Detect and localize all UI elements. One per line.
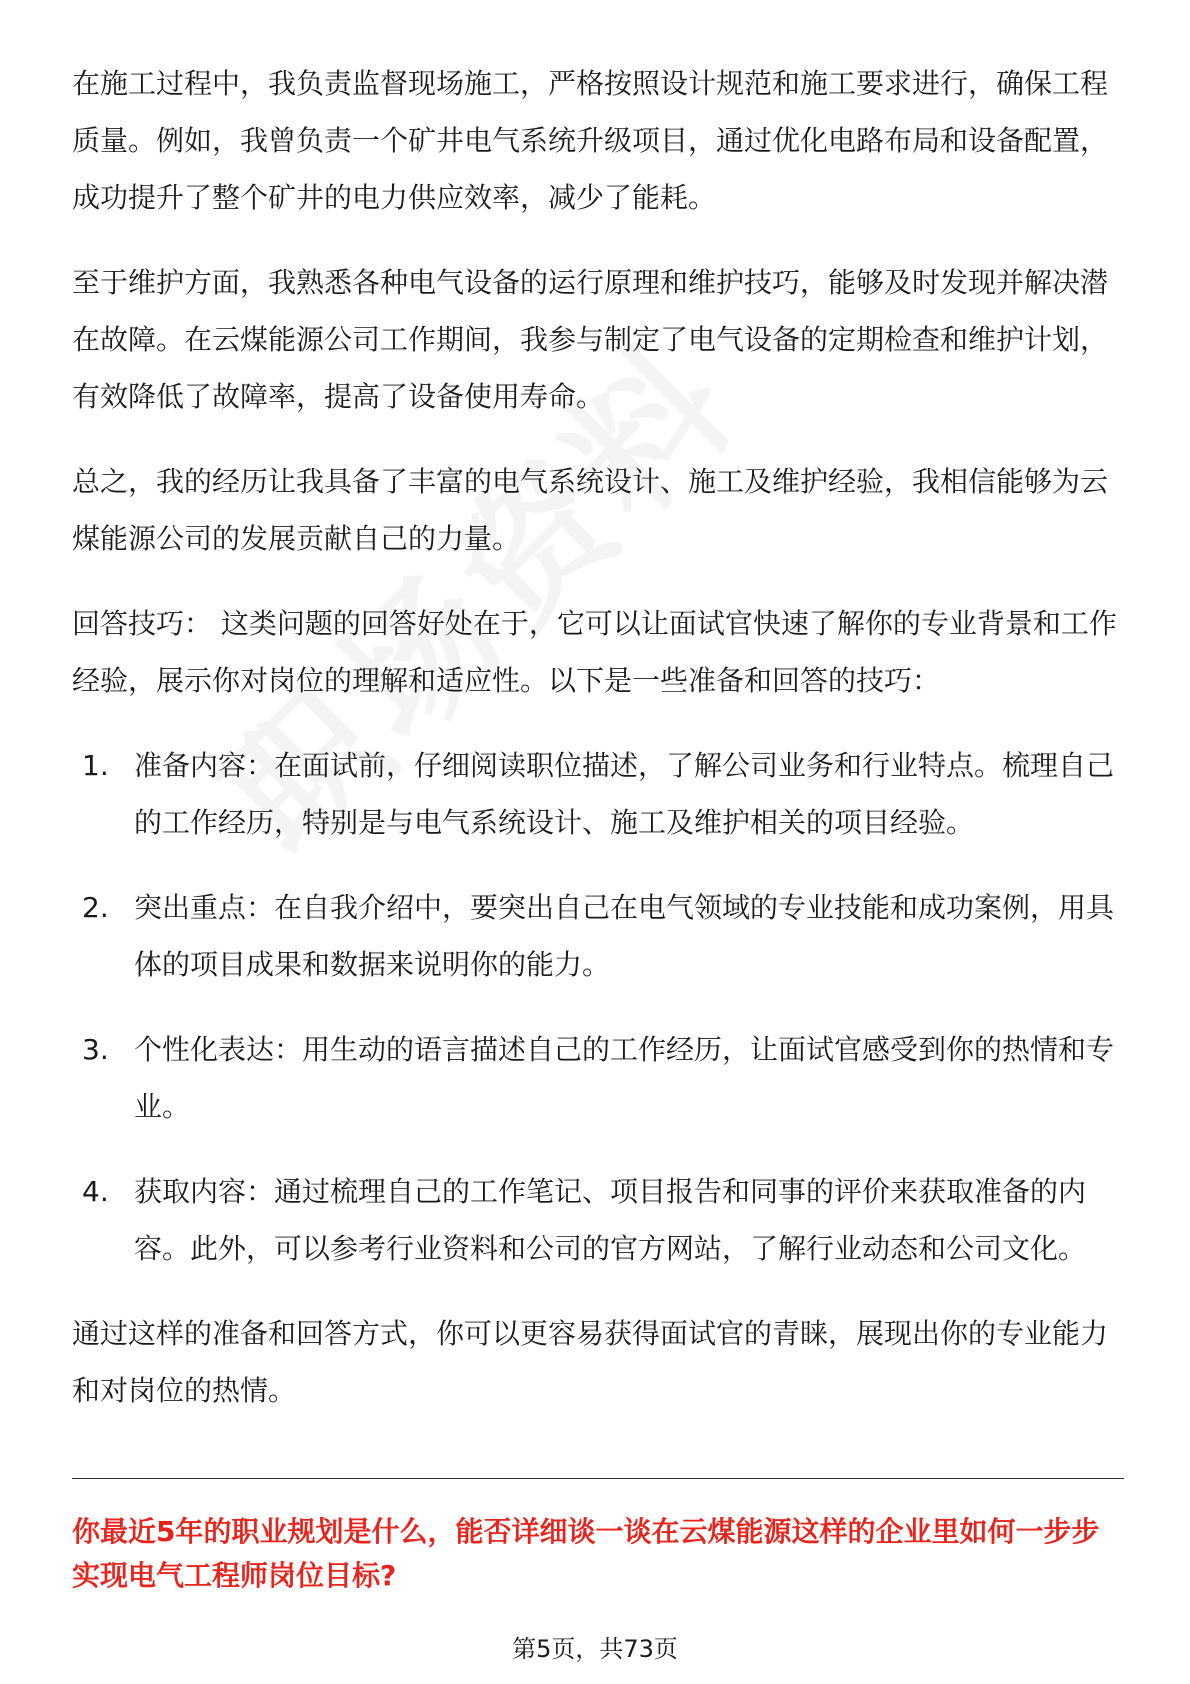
paragraph-answer-tips: 回答技巧： 这类问题的回答好处在于，它可以让面试官快速了解你的专业背景和工作经验，展示你对岗位的理解和适应性。以下是一些准备和回答的技巧： bbox=[72, 607, 1117, 697]
list-item bbox=[72, 1021, 1124, 1135]
page-footer: 第5页，共73页 bbox=[512, 1635, 678, 1663]
list-number: 4. bbox=[82, 1175, 109, 1208]
list-text: 获取内容：通过梳理自己的工作笔记、项目报告和同事的评价来获取准备的内容。此外，可以参考行业资料和公司的官方网站，了解行业动态和公司文化。 bbox=[134, 1175, 1087, 1265]
document-body bbox=[72, 55, 1124, 1447]
list-item bbox=[72, 737, 1124, 851]
list-item bbox=[72, 879, 1124, 993]
list-item bbox=[72, 1163, 1124, 1277]
list-text: 突出重点：在自我介绍中，要突出自己在电气领域的专业技能和成功案例，用具体的项目成果和数据来说明你的能力。 bbox=[134, 891, 1115, 981]
paragraph-summary: 总之，我的经历让我具备了丰富的电气系统设计、施工及维护经验，我相信能够为云煤能源公司的发展贡献自己的力量。 bbox=[72, 465, 1109, 555]
list-text: 个性化表达：用生动的语言描述自己的工作经历，让面试官感受到你的热情和专业。 bbox=[134, 1033, 1115, 1123]
paragraph-closing: 通过这样的准备和回答方式，你可以更容易获得面试官的青睐，展现出你的专业能力和对岗位的热情。 bbox=[72, 1317, 1109, 1407]
list-number: 3. bbox=[82, 1033, 109, 1066]
list-number: 2. bbox=[82, 891, 109, 924]
list-number: 1. bbox=[82, 749, 109, 782]
list-text: 准备内容：在面试前，仔细阅读职位描述，了解公司业务和行业特点。梳理自己的工作经历，特别是与电气系统设计、施工及维护相关的项目经验。 bbox=[134, 749, 1115, 839]
paragraph-construction: 在施工过程中，我负责监督现场施工，严格按照设计规范和施工要求进行，确保工程质量。例如，我曾负责一个矿井电气系统升级项目，通过优化电路布局和设备配置，成功提升了整个矿井的电力供应效率，减少了能耗。 bbox=[72, 67, 1109, 214]
paragraph-maintenance: 至于维护方面，我熟悉各种电气设备的运行原理和维护技巧，能够及时发现并解决潜在故障。在云煤能源公司工作期间，我参与制定了电气设备的定期检查和维护计划，有效降低了故障率，提高了设备使用寿命。 bbox=[72, 266, 1109, 413]
tips-list bbox=[72, 737, 1124, 1277]
section-divider bbox=[72, 1478, 1124, 1479]
next-question-heading: 你最近5年的职业规划是什么，能否详细谈一谈在云煤能源这样的企业里如何一步步实现电气工程师岗位目标? bbox=[72, 1515, 1100, 1592]
